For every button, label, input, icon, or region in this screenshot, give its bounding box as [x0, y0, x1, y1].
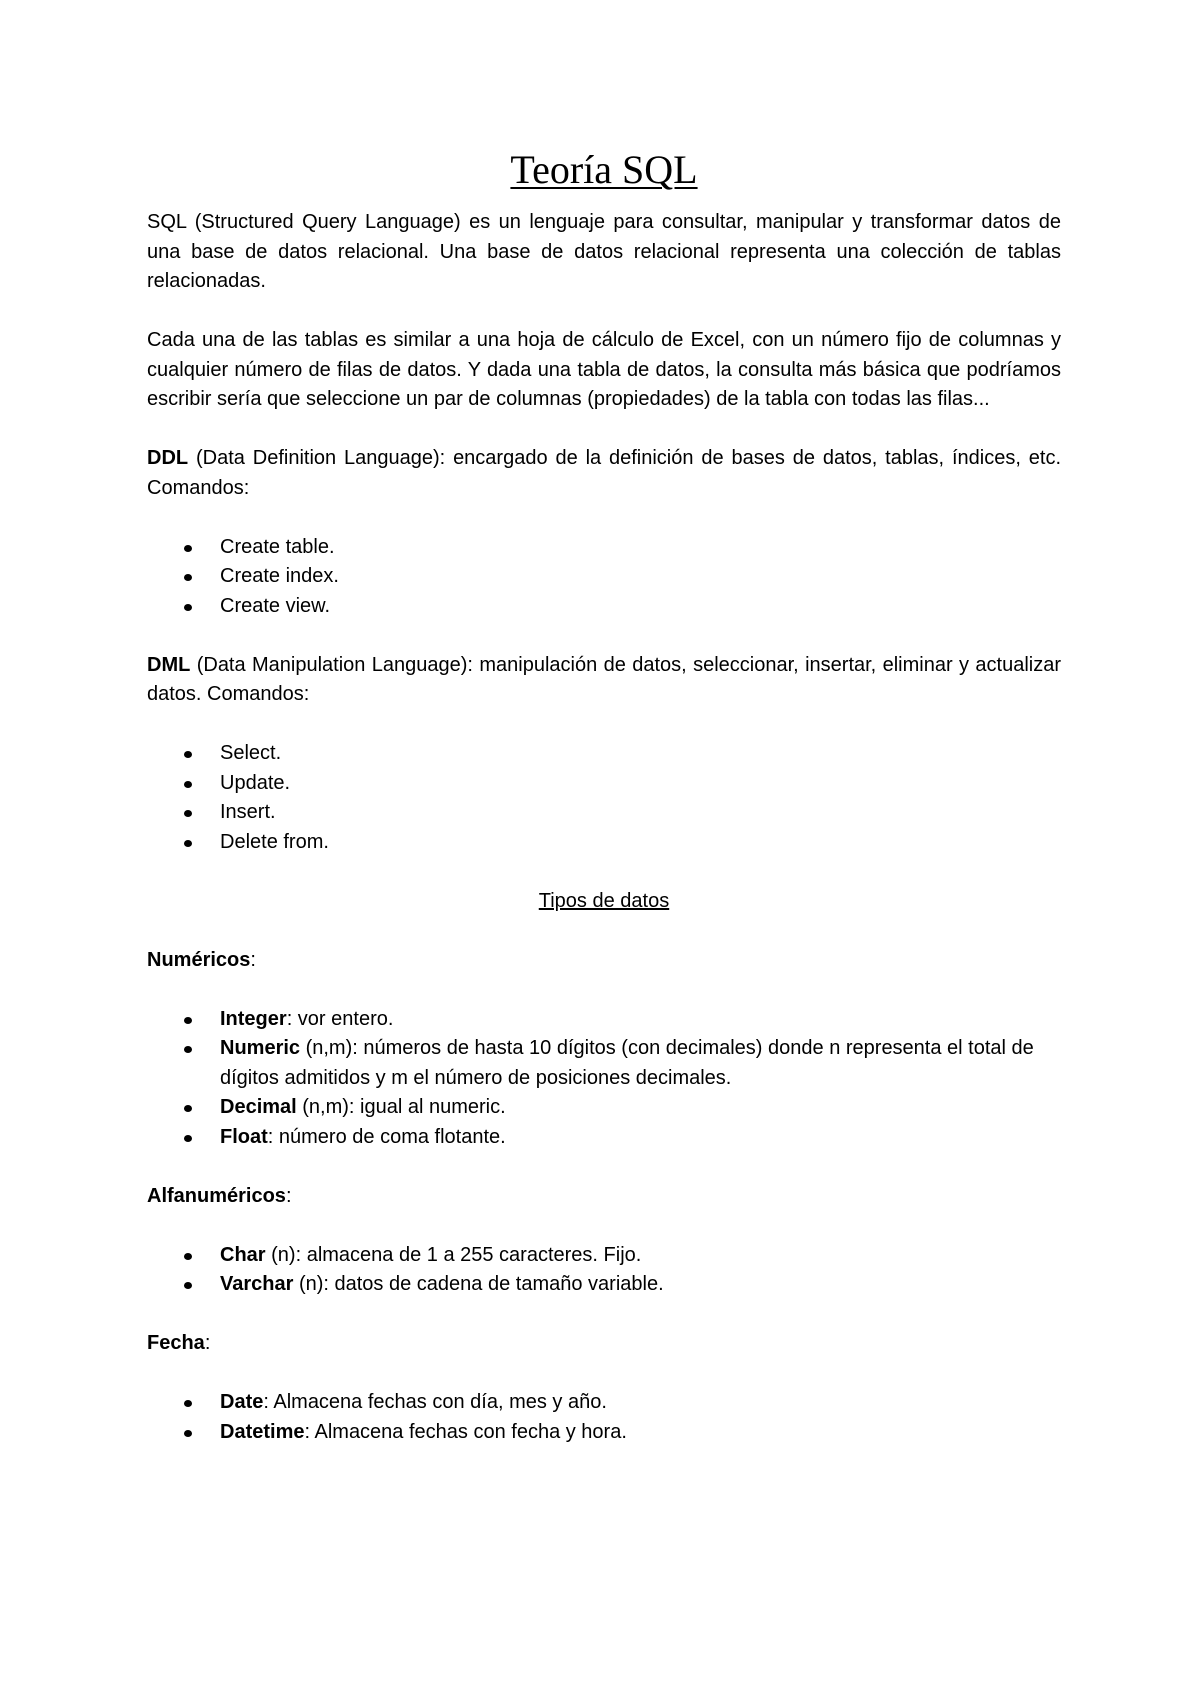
section-heading-data-types: Tipos de datos [538, 889, 670, 912]
numeric-type-list [147, 1005, 1061, 1153]
alpha-heading-term: Alfanuméricos [147, 1184, 286, 1207]
list-item [147, 1388, 1061, 1418]
numeric-heading [147, 946, 1061, 976]
list-item-text: Create table. [220, 535, 335, 558]
list-item [147, 769, 1061, 799]
list-item-text: Create view. [220, 594, 331, 617]
heading-colon: : [285, 1184, 292, 1207]
bullet-icon [184, 810, 192, 817]
spacer [147, 297, 1061, 327]
type-term: Varchar [220, 1273, 294, 1295]
date-heading [147, 1329, 1061, 1359]
bullet-icon [184, 1105, 192, 1112]
list-item [147, 1270, 1061, 1300]
ddl-command-list [147, 533, 1061, 622]
heading-colon: : [204, 1332, 211, 1354]
list-item [147, 1418, 1061, 1448]
list-item [147, 798, 1061, 828]
alpha-type-list [147, 1241, 1061, 1300]
bullet-icon [184, 545, 192, 552]
type-description: (n,m): igual al numeric. [296, 1096, 506, 1118]
spacer [147, 1211, 1061, 1241]
spacer [147, 916, 1061, 946]
list-item [147, 1123, 1061, 1153]
type-term: Numeric [220, 1037, 301, 1059]
type-term: Char [220, 1243, 266, 1266]
type-description: (n): datos de cadena de tamaño variable. [293, 1273, 664, 1295]
bullet-icon [184, 840, 192, 847]
list-item [147, 828, 1061, 858]
ddl-description: (Data Definition Language): encargado de la definición de bases de datos, tablas, índices, etc. Comandos: [147, 447, 1061, 499]
heading-colon: : [250, 948, 256, 971]
date-heading-term: Fecha [147, 1332, 205, 1354]
date-type-list [147, 1388, 1061, 1447]
list-item-text: Select. [220, 742, 282, 764]
type-term: Integer [220, 1007, 287, 1030]
dml-term: DML [147, 653, 191, 676]
spacer [147, 1300, 1061, 1330]
type-term: Float [220, 1125, 268, 1148]
dml-paragraph [147, 651, 1061, 710]
spacer [147, 857, 1061, 887]
list-item [147, 562, 1061, 592]
type-description: : número de coma flotante. [267, 1125, 506, 1148]
list-item-text: Insert. [220, 801, 276, 823]
numeric-heading-term: Numéricos [147, 948, 251, 971]
intro-paragraph-2: Cada una de las tablas es similar a una hoja de cálculo de Excel, con un número fijo de columnas y cualquier número de filas de datos. Y dada una tabla de datos, la consulta más básica que podríamos escribir sería que seleccione un par de columnas (propiedades) de la tabla con todas las filas... [147, 329, 1061, 410]
bullet-icon [184, 751, 192, 758]
list-item [147, 1241, 1061, 1271]
bullet-icon [184, 1017, 192, 1024]
bullet-icon [184, 1046, 192, 1053]
list-item-text: Update. [220, 771, 291, 794]
type-term: Datetime [220, 1420, 305, 1443]
dml-description: (Data Manipulation Language): manipulación de datos, seleccionar, insertar, eliminar y actualizar datos. Comandos: [147, 653, 1061, 705]
bullet-icon [184, 1135, 192, 1142]
spacer [147, 1359, 1061, 1389]
list-item-text: Create index. [220, 565, 339, 587]
type-term: Date [220, 1391, 264, 1413]
spacer [147, 975, 1061, 1005]
type-term: Decimal [220, 1096, 297, 1118]
bullet-icon [184, 1282, 192, 1289]
spacer [147, 503, 1061, 533]
alpha-heading [147, 1182, 1061, 1212]
type-description: (n,m): números de hasta 10 dígitos (con decimales) donde n representa el total de dígitos admitidos y m el número de posiciones decimales. [220, 1037, 1034, 1089]
list-item [147, 1093, 1061, 1123]
list-item [147, 592, 1061, 622]
spacer [147, 1152, 1061, 1182]
ddl-term: DDL [147, 447, 189, 469]
list-item [147, 533, 1061, 563]
type-description: : Almacena fechas con día, mes y año. [263, 1391, 607, 1413]
bullet-icon [184, 781, 192, 788]
bullet-icon [184, 1253, 192, 1260]
bullet-icon [184, 1430, 192, 1437]
spacer [147, 415, 1061, 445]
bullet-icon [184, 574, 192, 581]
bullet-icon [184, 1400, 192, 1407]
list-item [147, 739, 1061, 769]
document-page [147, 140, 1061, 1447]
document-title: Teoría SQL [510, 147, 698, 192]
bullet-icon [184, 604, 192, 611]
type-description: (n): almacena de 1 a 255 caracteres. Fijo. [265, 1243, 642, 1266]
spacer [147, 621, 1061, 651]
list-item-text: Delete from. [220, 830, 329, 853]
type-description: : Almacena fechas con fecha y hora. [304, 1420, 627, 1443]
ddl-paragraph [147, 444, 1061, 503]
list-item [147, 1034, 1061, 1093]
spacer [147, 710, 1061, 740]
dml-command-list [147, 739, 1061, 857]
list-item [147, 1005, 1061, 1035]
intro-paragraph-1: SQL (Structured Query Language) es un lenguaje para consultar, manipular y transformar datos de una base de datos relacional. Una base de datos relacional representa una colección de tablas relacionadas. [147, 211, 1061, 292]
type-description: : vor entero. [286, 1007, 394, 1030]
